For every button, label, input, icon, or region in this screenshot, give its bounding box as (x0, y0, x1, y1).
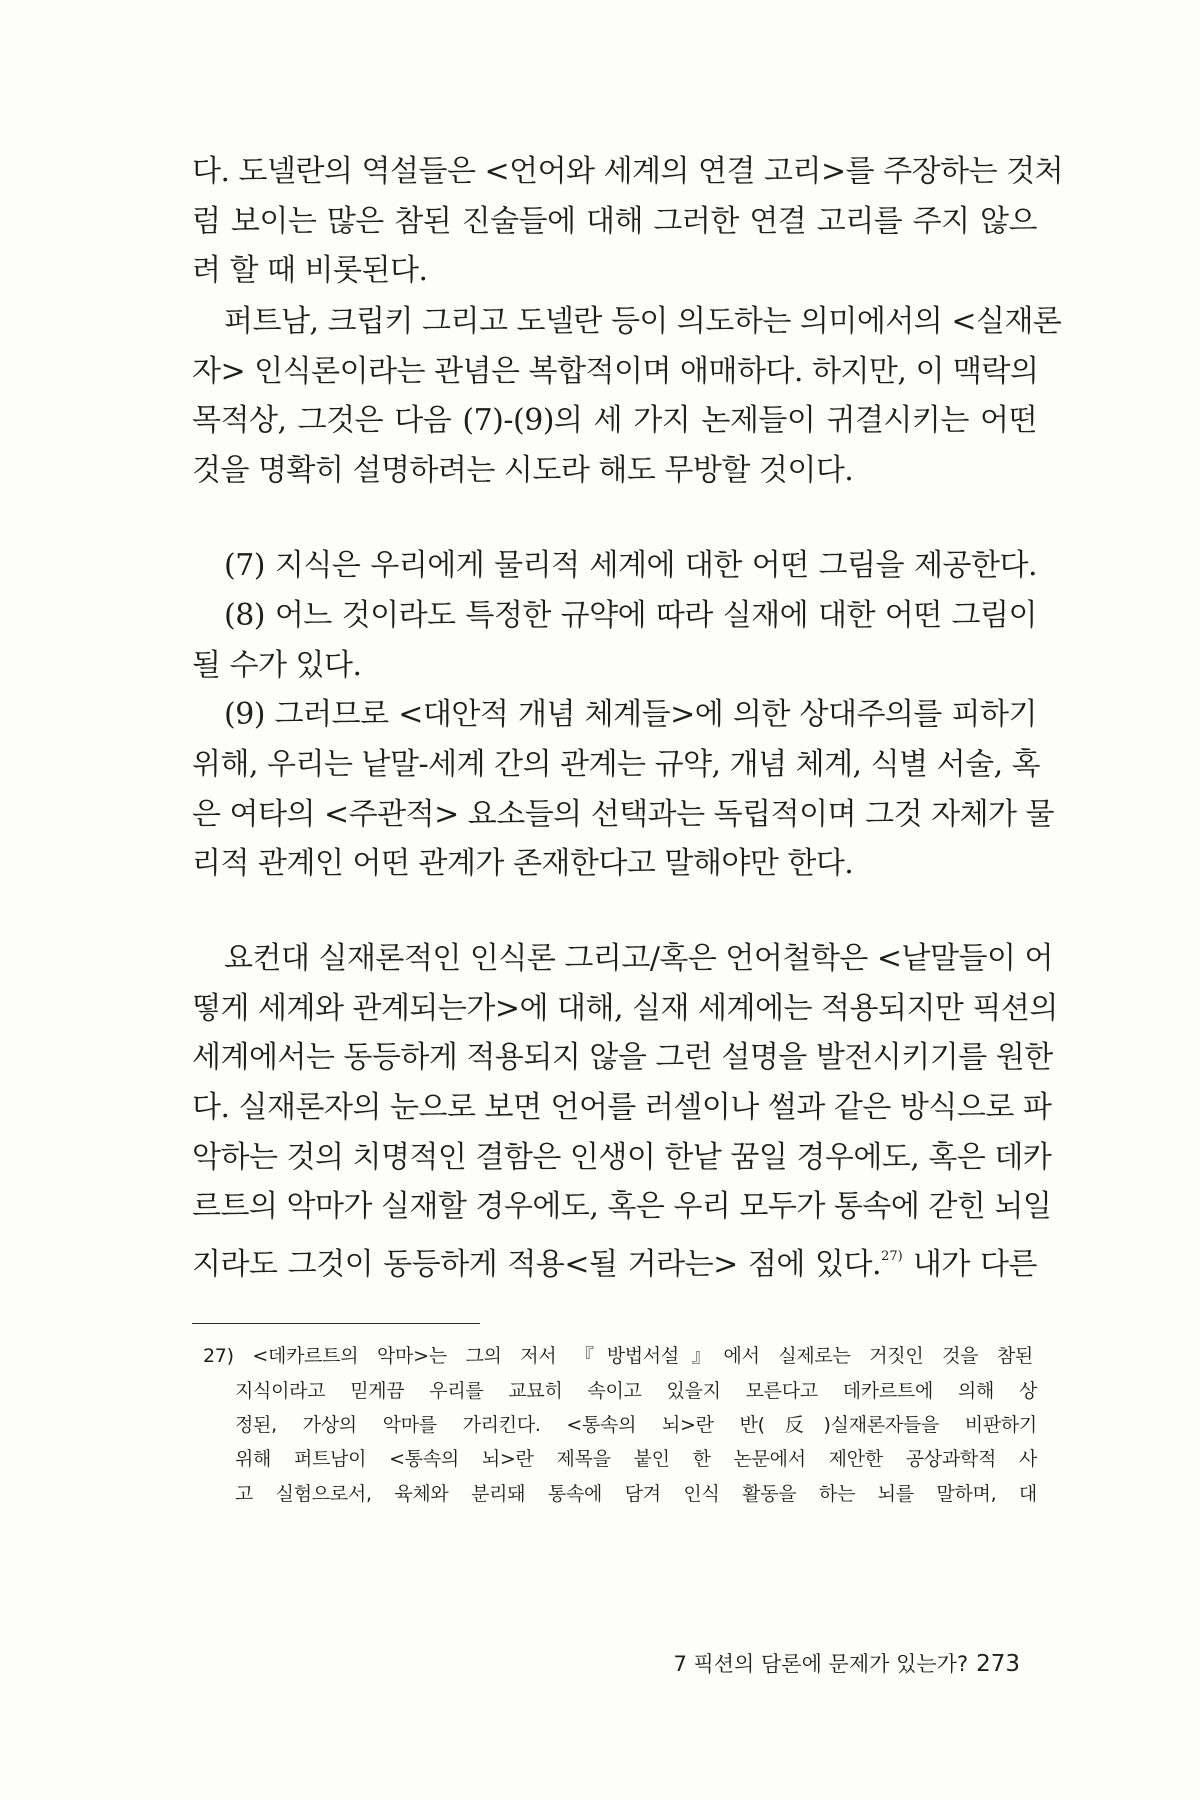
thesis-9-line-1: (9) 그러므로 <대안적 개념 체계들>에 의한 상대주의를 피하기 (224, 697, 1037, 732)
thesis-9-line-4: 리적 관계인 어떤 관계가 존재한다고 말해야만 한다. (192, 846, 854, 881)
paragraph-2-line-4: 것을 명확히 설명하려는 시도라 해도 무방할 것이다. (192, 453, 854, 488)
thesis-8-line-2: 될 수가 있다. (192, 648, 362, 683)
paragraph-1-line-3: 려 할 때 비롯된다. (192, 253, 428, 288)
paragraph-3-line-6: 르트의 악마가 실재할 경우에도, 혹은 우리 모두가 통속에 갇힌 뇌일 (192, 1189, 1052, 1224)
paragraph-3-line-7 (192, 1237, 1037, 1285)
paragraph-3-line-7-text: 지라도 그것이 동등하게 적용<될 거라는> 점에 있다. (192, 1247, 882, 1282)
footnote-27-line-1: 27) <데카르트의 악마>는 그의 저서 『방법서설』에서 실제로는 거짓인 것을 참된 (203, 1345, 1033, 1367)
paragraph-1-line-1: 다. 도넬란의 역설들은 <언어와 세계의 연결 고리>를 주장하는 것처 (192, 154, 1064, 189)
footnote-separator (192, 1323, 480, 1324)
page-number: 273 (976, 1651, 1020, 1677)
paragraph-2-line-2: 자> 인식론이라는 관념은 복합적이며 애매하다. 하지만, 이 맥락의 (192, 354, 1039, 389)
thesis-9-line-3: 은 여타의 <주관적> 요소들의 선택과는 독립적이며 그것 자체가 물 (192, 797, 1055, 832)
footnote-27-line-3: 정된, 가상의 악마를 가리킨다. <통속의 뇌>란 반(反)실재론자들을 비판하기 (235, 1414, 1037, 1436)
paragraph-1-line-2: 럼 보이는 많은 참된 진술들에 대해 그러한 연결 고리를 주지 않으 (192, 204, 1037, 239)
thesis-9-line-2: 위해, 우리는 낱말-세계 간의 관계는 규약, 개념 체계, 식별 서술, 혹 (192, 747, 1041, 782)
thesis-8-line-1: (8) 어느 것이라도 특정한 규약에 따라 실재에 대한 어떤 그림이 (224, 598, 1037, 633)
paragraph-3-line-5: 악하는 것의 치명적인 결함은 인생이 한낱 꿈일 경우에도, 혹은 데카 (192, 1140, 1052, 1175)
footnote-27-line-5: 고 실험으로서, 육체와 분리돼 통속에 담겨 인식 활동을 하는 뇌를 말하며, 대 (235, 1483, 1037, 1505)
paragraph-3-line-3: 세계에서는 동등하게 적용되지 않을 그런 설명을 발전시키기를 원한 (192, 1040, 1053, 1075)
paragraph-3-line-1: 요컨대 실재론적인 인식론 그리고/혹은 언어철학은 <낱말들이 어 (224, 941, 1053, 976)
footnote-27-line-2: 지식이라고 믿게끔 우리를 교묘히 속이고 있을지 모른다고 데카르트에 의해 상 (235, 1380, 1037, 1402)
footnote-27-line-4: 위해 퍼트남이 <통속의 뇌>란 제목을 붙인 한 논문에서 제안한 공상과학적 사 (235, 1448, 1037, 1470)
thesis-7-line-1: (7) 지식은 우리에게 물리적 세계에 대한 어떤 그림을 제공한다. (224, 548, 1037, 583)
paragraph-3-line-7-tail: 내가 다른 (902, 1247, 1037, 1282)
footnote-27-marker[interactable]: 27) (881, 1249, 903, 1264)
paragraph-2-line-3: 목적상, 그것은 다음 (7)-(9)의 세 가지 논제들이 귀결시키는 어떤 (192, 403, 1037, 438)
paragraph-3-line-4: 다. 실재론자의 눈으로 보면 언어를 러셀이나 썰과 같은 방식으로 파 (192, 1090, 1052, 1125)
chapter-running-title: 7 픽션의 담론에 문제가 있는가? (673, 1652, 969, 1676)
paragraph-3-line-2: 떻게 세계와 관계되는가>에 대해, 실재 세계에는 적용되지만 픽션의 (192, 991, 1058, 1026)
running-footer (630, 1649, 1020, 1679)
paragraph-2-line-1: 퍼트남, 크립키 그리고 도넬란 등이 의도하는 의미에서의 <실재론 (224, 304, 1062, 339)
